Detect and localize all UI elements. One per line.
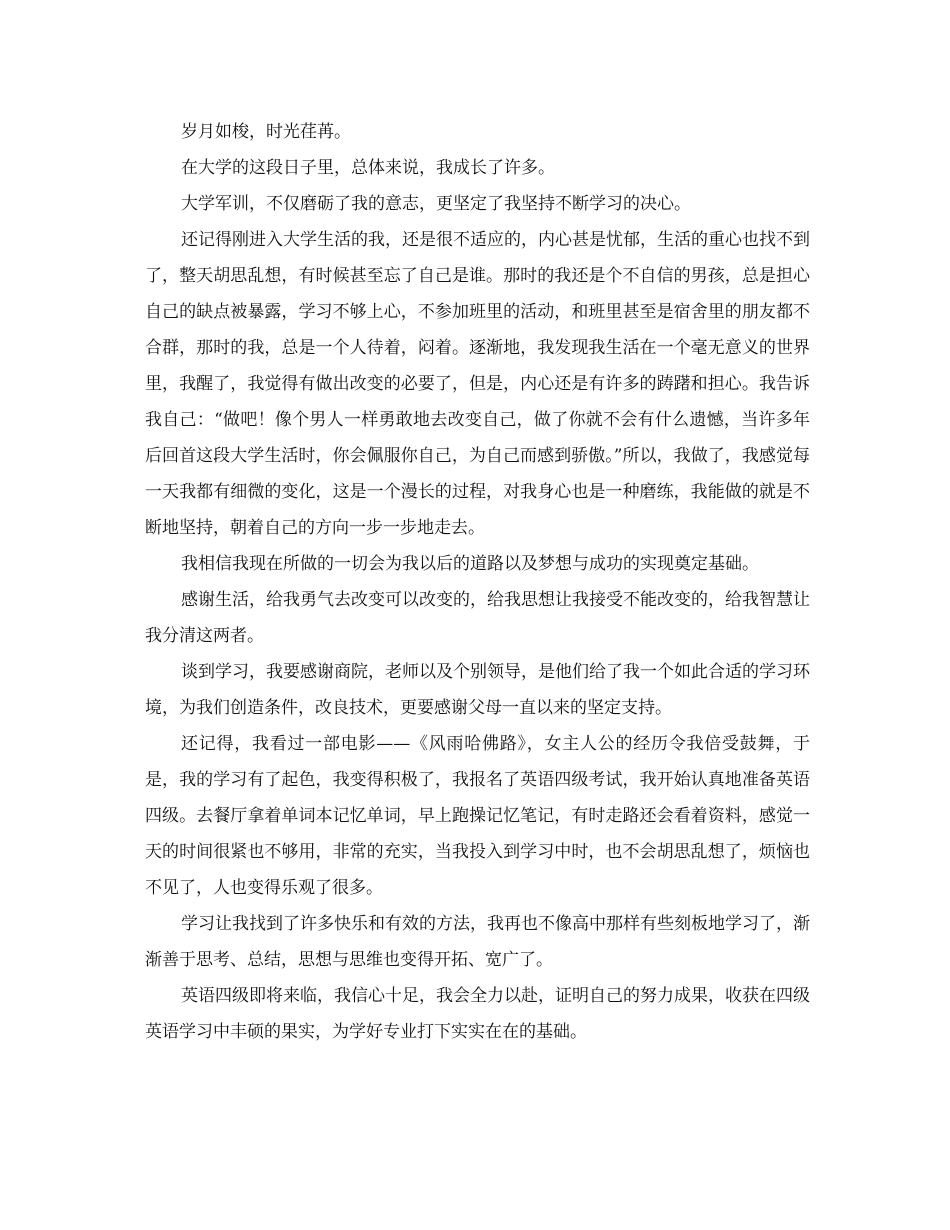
paragraph-10: 英语四级即将来临，我信心十足，我会全力以赴，证明自己的努力成果，收获在四级英语学习中丰硕的果实，为学好专业打下实实在在的基础。 xyxy=(145,986,810,1042)
paragraph-6: 感谢生活，给我勇气去改变可以改变的，给我思想让我接受不能改变的，给我智慧让我分清这两者。 xyxy=(145,590,810,646)
document-body xyxy=(145,114,810,1050)
paragraph-2: 在大学的这段日子里，总体来说，我成长了许多。 xyxy=(181,158,555,178)
paragraph-9: 学习让我找到了许多快乐和有效的方法，我再也不像高中那样有些刻板地学习了，渐渐善于思考、总结，思想与思维也变得开拓、宽广了。 xyxy=(145,914,810,970)
paragraph-1: 岁月如梭，时光荏苒。 xyxy=(181,122,351,142)
paragraph-4: 还记得刚进入大学生活的我，还是很不适应的，内心甚是忧郁，生活的重心也找不到了，整天胡思乱想，有时候甚至忘了自己是谁。那时的我还是个不自信的男孩，总是担心自己的缺点被暴露，学习不够上心，不参加班里的活动，和班里甚至是宿舍里的朋友都不合群，那时的我，总是一个人待着，闷着。逐渐地，我发现我生活在一个毫无意义的世界里，我醒了，我觉得有做出改变的必要了，但是，内心还是有许多的踌躇和担心。我告诉我自己：“做吧！像个男人一样勇敢地去改变自己，做了你就不会有什么遗憾，当许多年后回首这段大学生活时，你会佩服你自己，为自己而感到骄傲。”所以，我做了，我感觉每一天我都有细微的变化，这是一个漫长的过程，对我身心也是一种磨练，我能做的就是不断地坚持，朝着自己的方向一步一步地走去。 xyxy=(145,230,810,538)
paragraph-8: 还记得，我看过一部电影——《风雨哈佛路》，女主人公的经历令我倍受鼓舞，于是，我的学习有了起色，我变得积极了，我报名了英语四级考试，我开始认真地准备英语四级。去餐厅拿着单词本记忆单词，早上跑操记忆笔记，有时走路还会看着资料，感觉一天的时间很紧也不够用，非常的充实，当我投入到学习中时，也不会胡思乱想了，烦恼也不见了，人也变得乐观了很多。 xyxy=(145,734,810,898)
paragraph-5: 我相信我现在所做的一切会为我以后的道路以及梦想与成功的实现奠定基础。 xyxy=(181,554,759,574)
paragraph-3: 大学军训，不仅磨砺了我的意志，更坚定了我坚持不断学习的决心。 xyxy=(181,194,691,214)
paragraph-7: 谈到学习，我要感谢商院，老师以及个别领导，是他们给了我一个如此合适的学习环境，为我们创造条件，改良技术，更要感谢父母一直以来的坚定支持。 xyxy=(145,662,810,718)
